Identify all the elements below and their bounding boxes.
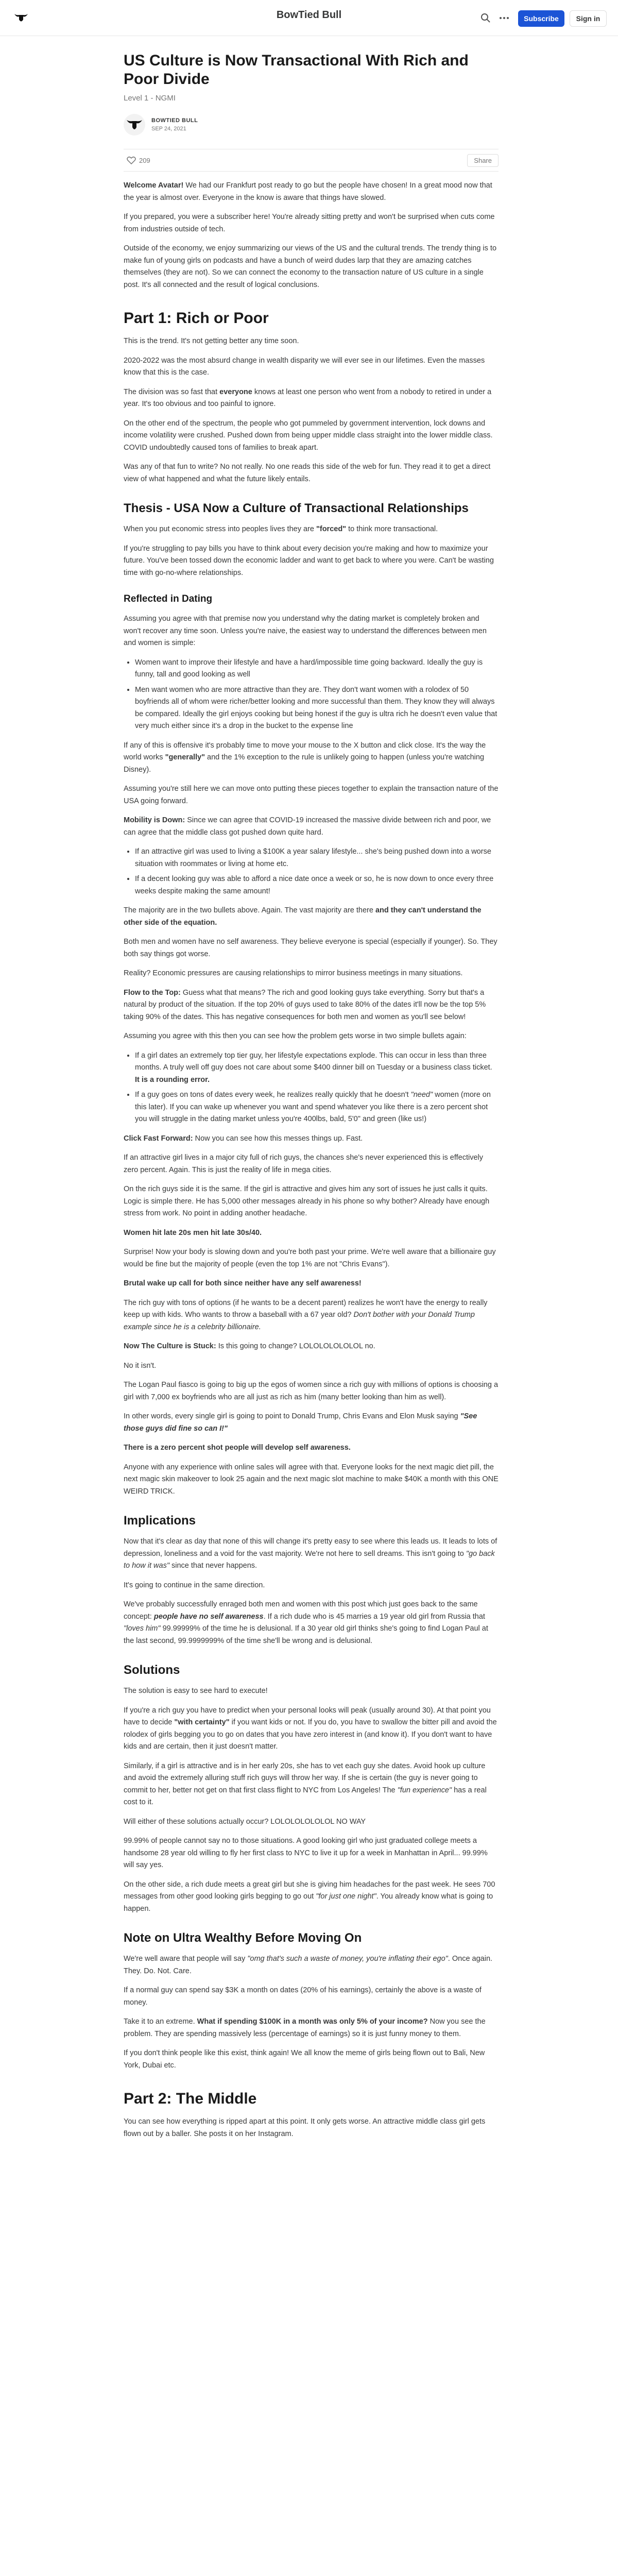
bullet-list	[135, 846, 499, 897]
paragraph: Anyone with any experience with online sales will agree with that. Everyone looks for the next magic diet pill, the next magic skin makeover to look 25 again and the next magic slot machine to make $40K a month with this ONE WEIRD TRICK.	[124, 1463, 499, 1496]
section-heading: Part 2: The Middle	[124, 2090, 257, 2107]
bullet-list	[135, 657, 499, 733]
paragraph: Assuming you agree with that premise now you understand why the dating market is completely broken and won't recover any time soon. Unless you're naive, the easiest way to understand the differences between men and women is simple:	[124, 615, 487, 647]
list-item: • If a girl dates an extremely top tier guy, her lifestyle expectations explode. This can occur in less than three months. A truly well off guy does not care about some $400 dinner bill on Tuesday or a business class ticket. It is a rounding error.	[135, 1050, 499, 1087]
list-item: • If a decent looking guy was able to afford a nice date once a week or so, he is now down to once every three weeks despite making the same amount!	[135, 873, 499, 897]
paragraph: Assuming you're still here we can move onto putting these pieces together to explain the transaction nature of the USA going forward.	[124, 785, 499, 805]
section-heading: Note on Ultra Wealthy Before Moving On	[124, 1931, 362, 1945]
list-item: • If an attractive girl was used to living a $100K a year salary lifestyle... she's being pushed down into a worse situation with roommates or living at home etc.	[135, 846, 499, 870]
paragraph: Flow to the Top: Guess what that means? The rich and good looking guys take everything. Sorry but that's a natural by product of the situation. If the top 20% of guys used to take 80% of the dates it'll now be the top 5% taking 90% of the dates. This has negative consequences for both men and women as you'll see below!	[124, 988, 486, 1021]
post-container	[124, 46, 499, 2147]
paragraph: If an attractive girl lives in a major city full of rich guys, the chances she's never experienced this is effectively zero percent. Again. This is just the reality of life in mega cities.	[124, 1154, 484, 1174]
byline	[124, 112, 499, 138]
section-heading: Solutions	[124, 1663, 180, 1677]
list-item: • Men want women who are more attractive than they are. They don't want women with a rolodex of 50 boyfriends all of whom were richer/better looking and more successful than them. They know they will always be compared. Ideally the girl enjoys cooking but being honest if the guy is ultra rich he doesn't even value that very much either since it's a drop in the bucket to the expense line	[135, 684, 499, 733]
post-body	[124, 180, 499, 2140]
paragraph: The division was so fast that everyone knows at least one person who went from a nobody to retired in under a year. It's too obvious and too painful to ignore.	[124, 387, 492, 408]
paragraph: Reality? Economic pressures are causing relationships to mirror business meetings in many situations.	[124, 969, 463, 977]
paragraph: Mobility is Down: Since we can agree that COVID-19 increased the massive divide between rich and poor, we can agree that the middle class got pushed down quite hard.	[124, 816, 491, 837]
paragraph: The Logan Paul fiasco is going to big up the egos of women since a rich guy with millions of options is choosing a girl with 7,000 ex boyfriends who are all just as rich as him (many better looking than him as well).	[124, 1381, 499, 1401]
post-date: SEP 24, 2021	[151, 126, 186, 132]
section-heading: Thesis - USA Now a Culture of Transactional Relationships	[124, 501, 469, 515]
post-title: US Culture is Now Transactional With Rich and Poor Divide	[124, 52, 469, 88]
top-navigation-bar	[0, 0, 618, 36]
paragraph: If any of this is offensive it's probably time to move your mouse to the X button and click close. It's the way the world works "generally" and the 1% exception to the rule is unlikely going to happen (unless you're watching Disney).	[124, 741, 486, 774]
paragraph: On the other side, a rich dude meets a great girl but she is giving him headaches for the past week. He sees 700 messages from other good looking girls begging to go out "for just one night". You already know what is going to happen.	[124, 1880, 495, 1913]
bull-avatar-icon	[124, 114, 145, 135]
paragraph: Women hit late 20s men hit late 30s/40.	[124, 1228, 262, 1237]
paragraph: We're well aware that people will say "omg that's such a waste of money, you're inflating their ego". Once again. They. Do. Not. Care.	[124, 1955, 493, 1975]
post-actions-bar	[124, 149, 499, 172]
paragraph: Now that it's clear as day that none of this will change it's pretty easy to see where this leads us. It leads to lots of depression, loneliness and a void for the vast majority. We're not here to sell dreams. This isn't going to "go back to how it was" since that never happens.	[124, 1537, 497, 1570]
list-item: • If a guy goes on tons of dates every week, he realizes really quickly that he doesn't "need" women (more on this later). If you can wake up whenever you want and spend whatever you like there is a zero percent shot you will struggle in the dating market unless you're 400lbs, bald, 5'0" and green (like us!)	[135, 1089, 499, 1126]
paragraph: Now The Culture is Stuck: Is this going to change? LOLOLOLOLOLOL no.	[124, 1342, 375, 1350]
paragraph: In other words, every single girl is going to point to Donald Trump, Chris Evans and Elon Musk saying "See those guys did fine so can I!"	[124, 1412, 477, 1433]
subscribe-button[interactable]: Subscribe	[518, 10, 564, 27]
section-heading: Part 1: Rich or Poor	[124, 310, 269, 327]
paragraph: This is the trend. It's not getting better any time soon.	[124, 337, 299, 345]
like-count: 209	[139, 156, 150, 164]
list-item: • Women want to improve their lifestyle and have a hard/impossible time going backward. Ideally the guy is funny, tall and good looking as well	[135, 657, 499, 681]
paragraph: On the rich guys side it is the same. If the girl is attractive and gives him any sort of issues he just calls it quits. Logic is simple there. He has 5,000 other messages already in his phone so why bother? Already have enough stress from work. No point in adding another headache.	[124, 1185, 490, 1217]
paragraph: We've probably successfully enraged both men and women with this post which just goes back to the same concept: people have no self awareness. If a rich dude who is 45 marries a 19 year old girl from Russia that "loves him" 99.99999% of the time he is delusional. If a 30 year old girl thinks she's going to find Logan Paul at the last second, 99.9999999% of the time she'll be wrong and is delusional.	[124, 1600, 488, 1645]
sign-in-button[interactable]: Sign in	[570, 10, 607, 27]
post-subtitle: Level 1 - NGMI	[124, 94, 176, 103]
byline-text	[151, 117, 198, 132]
author-name[interactable]: BOWTIED BULL	[151, 117, 198, 124]
paragraph: If a normal guy can spend say $3K a month on dates (20% of his earnings), certainly the above is a waste of money.	[124, 1986, 482, 2007]
paragraph: No it isn't.	[124, 1361, 157, 1370]
like-button[interactable]	[124, 156, 153, 164]
paragraph: When you put economic stress into peoples lives they are "forced" to think more transactional.	[124, 525, 438, 533]
paragraph: Will either of these solutions actually occur? LOLOLOLOLOLOL NO WAY	[124, 1817, 366, 1826]
paragraph: The rich guy with tons of options (if he wants to be a decent parent) realizes he won't have the energy to really keep up with kids. Who wants to throw a baseball with a 67 year old? Don't bother with your Donald Trump example since he is a celebrity billionaire.	[124, 1298, 488, 1331]
paragraph: Surprise! Now your body is slowing down and you're both past your prime. We're well aware that a billionaire guy would be fine but the majority of people (even the top 1% are not "Chris Evans").	[124, 1248, 496, 1268]
publication-name[interactable]: BowTied Bull	[276, 9, 342, 21]
paragraph: Welcome Avatar! We had our Frankfurt post ready to go but the people have chosen! In a great mood now that the year is almost over. Everyone in the know is aware that things have slowed.	[124, 181, 492, 202]
paragraph: Assuming you agree with this then you can see how the problem gets worse in two simple bullets again:	[124, 1032, 467, 1040]
paragraph: Was any of that fun to write? No not really. No one reads this side of the web for fun. They read it to get a direct view of what happened and what the future likely entails.	[124, 463, 491, 483]
more-options-icon[interactable]	[499, 12, 510, 24]
paragraph: Similarly, if a girl is attractive and is in her early 20s, she has to vet each guy she dates. Avoid hook up culture and avoid the extremely alluring stuff rich guys will throw her way. If she is certain (the guy is never going to commit to her, better not get on that first class flight to NYC from Los Angeles! The "fun experience" has a real cost to it.	[124, 1761, 487, 1806]
search-icon[interactable]	[480, 12, 491, 24]
paragraph: The solution is easy to see hard to execute!	[124, 1687, 268, 1695]
share-button[interactable]: Share	[467, 154, 499, 167]
section-heading: Implications	[124, 1514, 196, 1528]
heart-icon	[127, 156, 136, 164]
section-heading: Reflected in Dating	[124, 594, 213, 604]
paragraph: It's going to continue in the same direction.	[124, 1581, 265, 1589]
paragraph: You can see how everything is ripped apart at this point. It only gets worse. An attractive middle class girl gets flown out by a baller. She posts it on her Instagram.	[124, 2117, 486, 2138]
paragraph: If you're a rich guy you have to predict when your personal looks will peak (usually around 30). At that point you have to decide "with certainty" if you want kids or not. If you do, you have to swallow the bitter pill and avoid the rolodex of girls begging you to go on dates that you have zero interest in (and know it). If you don't want to have kids and are certain, then it just doesn't matter.	[124, 1706, 497, 1751]
paragraph: There is a zero percent shot people will develop self awareness.	[124, 1444, 351, 1452]
paragraph: Take it to an extreme. What if spending $100K in a month was only 5% of your income? Now you see the problem. They are spending massively less (percentage of earnings) so it is just funny money to them.	[124, 2018, 486, 2038]
paragraph: Brutal wake up call for both since neither have any self awareness!	[124, 1279, 362, 1287]
paragraph: If you don't think people like this exist, think again! We all know the meme of girls being flown out to Bali, New York, Dubai etc.	[124, 2049, 485, 2070]
paragraph: On the other end of the spectrum, the people who got pummeled by government intervention, lock downs and income volatility were crushed. Pushed down from being upper middle class straight into the lower middle class. COVID undoubtedly caused tons of families to break apart.	[124, 419, 493, 452]
bullet-list	[135, 1050, 499, 1126]
paragraph: The majority are in the two bullets above. Again. The vast majority are there and they can't understand the other side of the equation.	[124, 906, 482, 927]
paragraph: 99.99% of people cannot say no to those situations. A good looking girl who just graduated college meets a handsome 28 year old willing to fly her first class to NYC to live it up for a week in Manhattan in April... 99.99% will say yes.	[124, 1837, 488, 1869]
paragraph: If you prepared, you were a subscriber here! You're already sitting pretty and won't be surprised when cuts come from industries outside of tech.	[124, 213, 495, 233]
paragraph: Outside of the economy, we enjoy summarizing our views of the US and the cultural trends. The trendy thing is to make fun of young girls on podcasts and have a bunch of weird dudes larp that they are amazing catches themselves (they are not). So we can connect the economy to the transaction nature of US culture in a single post. It's all connected and the result of logical conclusions.	[124, 244, 497, 289]
paragraph: Click Fast Forward: Now you can see how this messes things up. Fast.	[124, 1134, 363, 1143]
paragraph: 2020-2022 was the most absurd change in wealth disparity we will ever see in our lifetimes. Even the masses know that this is the case.	[124, 356, 485, 377]
paragraph: Both men and women have no self awareness. They believe everyone is special (especially if younger). So. They both say things got worse.	[124, 938, 497, 958]
avatar[interactable]	[124, 114, 145, 135]
paragraph: If you're struggling to pay bills you have to think about every decision you're making and how to maximize your future. You've been tossed down the economic ladder and want to get back to where you were. Can't be wasting time with go-no-where relationships.	[124, 544, 494, 577]
